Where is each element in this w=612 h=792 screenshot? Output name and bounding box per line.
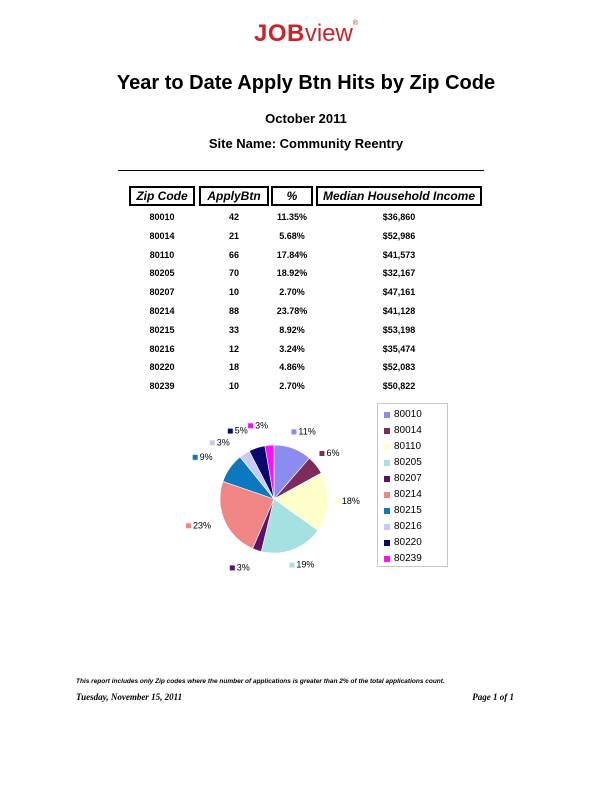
logo-job-text: JOB [253,20,305,47]
applybtn-cell: 10 [228,381,239,392]
data-label-text: 6% [326,448,340,459]
income-cell: $41,573 [382,249,416,260]
data-label-swatch [248,423,253,428]
percent-cell: 18.92% [276,268,308,279]
page-number: Page 1 of 1 [472,692,514,702]
zip-cell: 80014 [149,230,175,241]
income-cell: $35,474 [382,343,416,354]
legend-label: 80207 [394,473,422,484]
data-label-text: 5% [234,425,248,436]
income-cell: $41,128 [382,305,416,316]
percent-cell: 23.78% [276,305,308,316]
legend-label: 80239 [394,553,422,564]
data-label-text: 3% [216,437,230,448]
chart-legend [377,403,448,567]
data-label-swatch [291,429,296,434]
legend-item-80216 [378,519,447,535]
legend-item-80014 [378,423,447,439]
zip-cell: 80110 [149,249,175,260]
table-row [0,381,612,400]
income-cell: $32,167 [382,268,416,279]
legend-swatch [384,540,390,546]
percent-cell: 11.35% [276,212,308,222]
legend-swatch [384,444,390,450]
zip-cell: 80215 [149,324,175,335]
registered-mark: ® [352,20,359,27]
table-row [0,287,612,306]
zip-cell: 80214 [149,305,175,316]
income-cell: $52,986 [382,230,416,241]
legend-swatch [384,428,390,434]
data-label-text: 3% [255,420,269,431]
legend-swatch [384,412,390,418]
legend-label: 80215 [394,505,422,516]
data-label-text: 19% [296,559,315,570]
table-row [0,268,612,287]
legend-swatch [384,556,390,562]
legend-label: 80014 [394,425,422,436]
report-date: Tuesday, November 15, 2011 [76,692,183,702]
applybtn-cell: 21 [228,230,239,241]
data-label-80205 [289,560,314,570]
legend-label: 80205 [394,457,422,468]
legend-label: 80010 [394,409,422,420]
table-row [0,212,612,231]
legend-swatch [384,460,390,466]
report-period: October 2011 [265,111,347,126]
data-label-80014 [319,448,339,458]
legend-item-80214 [378,487,447,503]
income-cell: $36,860 [382,212,416,222]
zip-cell: 80220 [149,362,175,373]
data-label-swatch [335,499,340,504]
legend-label: 80214 [394,489,422,500]
data-label-text: 9% [199,451,213,462]
zip-cell: 80239 [149,381,175,392]
percent-cell: 4.86% [279,362,305,373]
income-cell: $47,161 [382,287,416,298]
data-label-80110 [335,496,360,506]
data-label-80010 [291,426,315,436]
zip-cell: 80205 [149,268,175,279]
applybtn-cell: 10 [228,287,239,298]
legend-label: 80220 [394,537,422,548]
data-label-swatch [319,451,324,456]
income-cell: $50,822 [382,381,416,392]
data-table-body [0,212,612,400]
table-row [0,306,612,325]
data-label-80220 [228,426,248,436]
applybtn-cell: 66 [228,249,239,260]
legend-item-80207 [378,471,447,487]
applybtn-cell: 70 [228,268,239,279]
applybtn-cell: 18 [228,362,239,373]
table-row [0,250,612,269]
column-header-zip: Zip Code [129,186,195,206]
data-label-swatch [210,440,215,445]
legend-item-80110 [378,439,447,455]
column-header-income: Median Household Income [316,186,482,206]
data-label-swatch [193,455,198,460]
applybtn-cell: 88 [228,305,239,316]
table-row [0,231,612,250]
legend-swatch [384,508,390,514]
zip-code-pie-chart [180,415,380,575]
data-label-swatch [289,563,294,568]
legend-item-80010 [378,407,447,423]
data-label-80214 [186,520,211,530]
percent-cell: 8.92% [279,324,305,335]
percent-cell: 3.24% [279,343,305,354]
applybtn-cell: 33 [228,324,239,335]
legend-swatch [384,492,390,498]
legend-item-80239 [378,551,447,567]
column-header-applybtn: ApplyBtn [199,186,269,206]
report-footnote: This report includes only Zip codes where the number of applications is greater than 2% of the total applications count. [76,678,445,685]
legend-label: 80110 [394,441,422,452]
data-label-text: 18% [341,496,360,507]
applybtn-cell: 42 [228,212,239,222]
site-name: Site Name: Community Reentry [208,136,404,151]
data-label-80215 [193,452,213,462]
percent-cell: 5.68% [279,230,305,241]
data-label-80239 [248,420,268,430]
percent-cell: 2.70% [279,287,305,298]
percent-cell: 17.84% [276,249,308,260]
column-header-percent: % [271,186,313,206]
table-row [0,325,612,344]
legend-swatch [384,524,390,530]
table-row [0,344,612,363]
jobview-logo [0,20,612,48]
data-label-text: 3% [236,562,250,573]
zip-cell: 80207 [149,287,175,298]
logo-view-text: view [304,20,353,47]
data-label-80207 [230,562,250,572]
legend-item-80220 [378,535,447,551]
data-label-swatch [228,429,233,434]
report-title: Year to Date Apply Btn Hits by Zip Code [116,72,496,94]
data-label-80216 [210,437,230,447]
applybtn-cell: 12 [228,343,239,354]
percent-cell: 2.70% [279,381,305,392]
header-divider [118,170,484,171]
data-label-text: 23% [192,520,211,531]
table-row [0,362,612,381]
legend-item-80205 [378,455,447,471]
zip-cell: 80010 [149,212,175,222]
legend-label: 80216 [394,521,422,532]
data-label-swatch [186,523,191,528]
legend-swatch [384,476,390,482]
data-label-text: 11% [298,426,316,437]
income-cell: $53,198 [382,324,416,335]
data-label-swatch [230,565,235,570]
zip-cell: 80216 [149,343,175,354]
income-cell: $52,083 [382,362,416,373]
legend-item-80215 [378,503,447,519]
